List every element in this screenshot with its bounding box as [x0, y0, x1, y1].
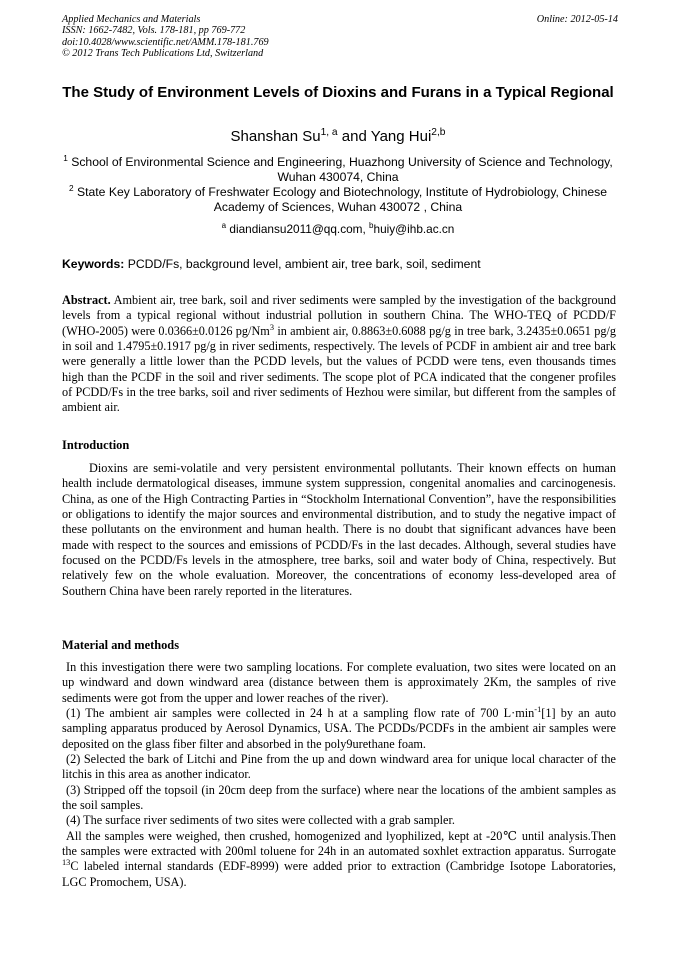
email-b[interactable]: huiy@ihb.ac.cn [373, 222, 455, 236]
keywords [62, 257, 618, 271]
author-2-affiliation-mark: 2,b [431, 127, 446, 138]
introduction-section [62, 461, 616, 599]
copyright-line: © 2012 Trans Tech Publications Ltd, Switzerland [62, 48, 264, 60]
author-1: Shanshan Su [230, 128, 321, 145]
online-date: Online: 2012-05-14 [536, 14, 618, 25]
email-b-mark: b [369, 221, 374, 231]
affiliation-2-mark: 2 [69, 182, 74, 193]
methods-paragraph-5: (4) The surface river sediments of two sites were collected with a grab sampler. [66, 813, 455, 828]
methods-paragraph-2-text-a: (1) The ambient air samples were collected in 24 h at a sampling flow rate of 700 L·min [66, 706, 535, 721]
affiliations [62, 152, 614, 215]
journal-name: Applied Mechanics and Materials [62, 14, 201, 25]
issn-line: ISSN: 1662-7482, Vols. 178-181, pp 769-772 [62, 25, 246, 37]
email-a-mark: a [221, 221, 227, 231]
abstract [62, 293, 616, 416]
abstract-label: Abstract. [62, 293, 111, 307]
abstract-paragraph [62, 293, 616, 416]
methods-paragraph-6-text-a: All the samples were weighed, then crushed, homogenized and lyophilized, kept at -20℃ until analysis.Then the samples were extracted with 200ml toluene for 24h in an automated soxhlet extraction apparatus. Surrogate [62, 828, 616, 859]
paper-title: The Study of Environment Levels of Dioxins and Furans in a Typical Regional [62, 84, 614, 101]
introduction-heading: Introduction [62, 438, 130, 452]
keywords-text: PCDD/Fs, background level, ambient air, tree bark, soil, sediment [124, 257, 481, 271]
abstract-text-2: in ambient air, 0.8863±0.6088 pg/g in tree bark, 3.2435±0.0651 pg/g in soil and 1.4795±0.1917 pg/g in river sediments, respectively. The levels of PCDF in ambient air and tree bark were generally a little lower than the PCDD levels, but the values of PCDD were tens, even thousands times high than the PCDF in the soil and river sediments. The scope plot of PCA indicated that the congener profiles of PCDD/Fs in the tree barks, soil and river sediments of Hezhou were similar, but different from the samples of ambient air. [62, 323, 617, 415]
keywords-label: Keywords: [62, 257, 125, 271]
affiliation-1 [62, 152, 614, 185]
methods-paragraph-6-superscript: 13 [62, 858, 71, 868]
introduction-paragraph: Dioxins are semi-volatile and very persistent environmental pollutants. Their known effects on human health include dermatological diseases, immune system suppression, congenital anomalies and carcinogenesis. China, as one of the High Contracting Parties in “Stockholm International Convention”, have the responsibilities or obligations to identify the major sources and environmental distribution, and to study the negative impact of these pollutants on the environment and human health. There is no doubt that significant advances have been made with respect to the sources and emissions of PCDD/Fs in the last decades. Although, several studies have focused on the PCDD/Fs levels in the atmosphere, tree barks, soil and water body of China, respectively. But relatively few on the whole evaluation. Moreover, the concentrations of economy less-developed area of Southern China have been rarely reported in the literatures. [62, 461, 616, 598]
methods-paragraph-6 [62, 829, 616, 890]
email-line [62, 222, 614, 236]
methods-paragraph-3: (2) Selected the bark of Litchi and Pine from the up and down windward area for unique local character of the litchis in this area as another indicator. [62, 752, 616, 782]
methods-paragraph-2 [62, 706, 616, 752]
author-1-affiliation-mark: 1, a [320, 127, 338, 138]
methods-paragraph-1: In this investigation there were two sampling locations. For complete evaluation, two sites were located on an up windward and down windward area (distance between them is approximately 2Km, the samples of rive sediments were got from the upper and lower reaches of the river). [62, 660, 616, 705]
author-line [62, 128, 614, 146]
methods-paragraph-4: (3) Stripped off the topsoil (in 20cm deep from the surface) where near the locations of the ambient samples as the soil samples. [62, 782, 616, 813]
affiliation-2 [62, 182, 614, 215]
affiliation-1-text: School of Environmental Science and Engineering, Huazhong University of Science and Technology, Wuhan 430074, China [67, 155, 613, 184]
doi-line: doi:10.4028/www.scientific.net/AMM.178-181.769 [62, 36, 269, 48]
abstract-text-1: Ambient air, tree bark, soil and river sediments were sampled by the investigation of the background levels from a typical regional without industrial pollution in southern China. The WHO-TEQ of PCDD/F (WHO-2005) were 0.0366±0.0126 pg/Nm [62, 293, 616, 338]
journal-header [62, 14, 618, 60]
affiliation-2-text: State Key Laboratory of Freshwater Ecology and Biotechnology, Institute of Hydrobiology, Chinese Academy of Sciences, Wuhan 430072 , China [73, 185, 607, 214]
abstract-superscript: 3 [269, 322, 275, 332]
author-2: Yang Hui [370, 128, 432, 145]
methods-heading: Material and methods [62, 638, 180, 652]
affiliation-1-mark: 1 [63, 152, 68, 163]
methods-paragraph-6-text-b: C labeled internal standards (EDF-8999) were added prior to extraction (Cambridge Isotope Laboratories, LGC Promochem, USA). [62, 859, 616, 889]
author-connector: and [337, 128, 371, 145]
methods-paragraph-2-superscript: -1 [534, 704, 542, 714]
methods-section [62, 660, 616, 890]
email-a[interactable]: diandiansu2011@qq.com, [226, 222, 370, 236]
methods-paragraph-2-text-b: [1] by an auto sampling apparatus produced by Aerosol Dynamics, USA. The PCDDs/PCDFs in the ambient air samples were deposited on the glass fiber filter and absorbed in the poly9urethane foam. [62, 706, 616, 751]
